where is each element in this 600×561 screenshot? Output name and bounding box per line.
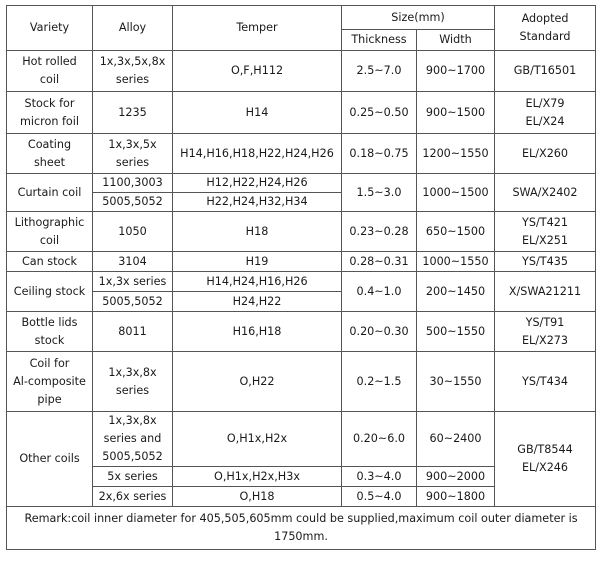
alloy-cell: 1100,3003 — [93, 174, 173, 193]
standard-cell-line: EL/X251 — [521, 233, 569, 247]
temper-cell: O,H1x,H2x — [173, 412, 342, 467]
standard-cell-line: GB/T16501 — [513, 64, 577, 77]
width-cell: 500~1550 — [417, 312, 495, 352]
standard-cell — [495, 92, 596, 134]
header-standard-line1: Adopted — [521, 12, 569, 25]
variety-cell-line: coil — [39, 233, 60, 247]
table-row — [7, 412, 596, 467]
variety-cell-line: Bottle lids — [21, 315, 78, 329]
table-row — [7, 252, 596, 272]
variety-cell — [7, 92, 93, 134]
temper-cell: H22,H24,H32,H34 — [173, 193, 342, 212]
table-row — [7, 212, 596, 252]
alloy-cell-line: 3104 — [118, 254, 147, 268]
spec-table-container — [6, 5, 596, 550]
standard-cell — [495, 174, 596, 212]
variety-cell — [7, 51, 93, 92]
variety-cell-line: coil — [39, 73, 60, 86]
alloy-cell-line: 1x,3x,8x — [108, 414, 157, 427]
standard-cell-line: GB/T8544 — [517, 443, 573, 456]
thickness-cell: 0.5~4.0 — [342, 487, 417, 507]
variety-cell-line: pipe — [37, 392, 62, 406]
table-row — [7, 92, 596, 134]
variety-cell — [7, 352, 93, 412]
table-row — [7, 174, 596, 193]
aluminum-coil-spec-table — [6, 5, 596, 550]
standard-cell-line: YS/T91 — [525, 315, 565, 329]
alloy-cell-line: 1235 — [118, 105, 147, 119]
variety-cell — [7, 252, 93, 272]
standard-cell-line: EL/X273 — [521, 333, 569, 347]
table-row — [7, 352, 596, 412]
temper-cell: O,H18 — [173, 487, 342, 507]
width-cell: 900~1800 — [417, 487, 495, 507]
variety-cell — [7, 272, 93, 312]
variety-cell-line: Curtain coil — [17, 185, 82, 199]
alloy-cell-line: series — [115, 73, 150, 86]
thickness-cell: 0.25~0.50 — [342, 92, 417, 134]
variety-cell — [7, 312, 93, 352]
variety-cell-line: Stock for — [24, 96, 75, 110]
temper-cell: H16,H18 — [173, 312, 342, 352]
alloy-cell — [93, 252, 173, 272]
alloy-cell-line: series — [115, 383, 150, 397]
table-row — [7, 272, 596, 292]
standard-cell — [495, 272, 596, 312]
standard-cell-line: EL/X260 — [521, 146, 569, 160]
standard-cell-line: SWA/X2402 — [512, 185, 578, 199]
header-variety: Variety — [7, 6, 93, 51]
header-width: Width — [417, 30, 495, 51]
standard-cell — [495, 51, 596, 92]
alloy-cell-line: 5x series — [107, 469, 158, 483]
alloy-cell-line: 1x,3x,5x,8x — [99, 55, 166, 68]
alloy-cell — [93, 134, 173, 174]
alloy-cell — [93, 212, 173, 252]
header-adopted-standard — [495, 6, 596, 51]
alloy-cell-line: series and — [103, 432, 162, 445]
standard-cell — [495, 412, 596, 507]
temper-cell: O,F,H112 — [173, 51, 342, 92]
temper-cell: H14,H16,H18,H22,H24,H26 — [173, 134, 342, 174]
standard-cell-line: EL/X24 — [525, 114, 565, 128]
width-cell: 1000~1500 — [417, 174, 495, 212]
standard-cell-line: EL/X246 — [521, 461, 569, 474]
alloy-cell — [93, 467, 173, 487]
header-alloy: Alloy — [93, 6, 173, 51]
temper-cell: H14 — [173, 92, 342, 134]
variety-cell-line: Can stock — [21, 254, 77, 268]
temper-cell: O,H22 — [173, 352, 342, 412]
thickness-cell: 0.23~0.28 — [342, 212, 417, 252]
thickness-cell: 0.3~4.0 — [342, 467, 417, 487]
width-cell: 900~1500 — [417, 92, 495, 134]
header-standard-line2: Standard — [519, 30, 571, 43]
standard-cell — [495, 352, 596, 412]
temper-cell: H19 — [173, 252, 342, 272]
thickness-cell: 0.4~1.0 — [342, 272, 417, 312]
variety-cell-line: Ceiling stock — [13, 284, 86, 298]
variety-cell — [7, 134, 93, 174]
header-size: Size(mm) — [342, 6, 495, 30]
alloy-cell: 5005,5052 — [93, 292, 173, 312]
alloy-cell-line: series — [115, 155, 150, 169]
width-cell: 30~1550 — [417, 352, 495, 412]
variety-cell: Other coils — [7, 412, 93, 507]
header-thickness: Thickness — [342, 30, 417, 51]
alloy-cell — [93, 92, 173, 134]
thickness-cell: 0.2~1.5 — [342, 352, 417, 412]
variety-cell-line: micron foil — [19, 114, 79, 128]
alloy-cell — [93, 312, 173, 352]
thickness-cell: 0.18~0.75 — [342, 134, 417, 174]
table-row — [7, 507, 596, 550]
temper-cell: H12,H22,H24,H26 — [173, 174, 342, 193]
standard-cell — [495, 212, 596, 252]
alloy-cell — [93, 487, 173, 507]
temper-cell: H18 — [173, 212, 342, 252]
table-row — [7, 312, 596, 352]
alloy-cell-line: 1x,3x,8x — [108, 365, 157, 379]
standard-cell-line: X/SWA21211 — [508, 284, 582, 298]
width-cell: 1000~1550 — [417, 252, 495, 272]
alloy-cell — [93, 412, 173, 467]
width-cell: 1200~1550 — [417, 134, 495, 174]
width-cell: 900~2000 — [417, 467, 495, 487]
standard-cell — [495, 252, 596, 272]
standard-cell-line: YS/T435 — [522, 254, 568, 268]
header-row — [7, 6, 596, 30]
width-cell: 900~1700 — [417, 51, 495, 92]
variety-cell-line: sheet — [33, 155, 66, 169]
width-cell: 60~2400 — [417, 412, 495, 467]
standard-cell-line: YS/T434 — [522, 374, 568, 388]
standard-cell-line: YS/T421 — [522, 215, 568, 229]
variety-cell — [7, 174, 93, 212]
temper-cell: O,H1x,H2x,H3x — [173, 467, 342, 487]
variety-cell-line: Hot rolled — [22, 55, 77, 68]
alloy-cell-line: 1050 — [118, 224, 147, 238]
variety-cell-line: Lithographic — [14, 215, 85, 229]
alloy-cell-line: 8011 — [118, 324, 147, 338]
table-row — [7, 134, 596, 174]
temper-cell: H14,H24,H16,H26 — [173, 272, 342, 292]
standard-cell — [495, 312, 596, 352]
width-cell: 200~1450 — [417, 272, 495, 312]
thickness-cell: 0.20~0.30 — [342, 312, 417, 352]
header-temper: Temper — [173, 6, 342, 51]
alloy-cell-line: 2x,6x series — [98, 489, 167, 503]
alloy-cell-line: 5005,5052 — [102, 450, 163, 463]
variety-cell — [7, 212, 93, 252]
table-row — [7, 51, 596, 92]
alloy-cell: 5005,5052 — [93, 193, 173, 212]
standard-cell-line: EL/X79 — [525, 96, 565, 110]
variety-cell-line: Coil for — [29, 356, 70, 370]
thickness-cell: 1.5~3.0 — [342, 174, 417, 212]
thickness-cell: 0.20~6.0 — [342, 412, 417, 467]
variety-cell-line: Al-composite — [13, 374, 86, 388]
thickness-cell: 0.28~0.31 — [342, 252, 417, 272]
variety-cell-line: stock — [34, 333, 65, 347]
width-cell: 650~1500 — [417, 212, 495, 252]
temper-cell: H24,H22 — [173, 292, 342, 312]
remark-cell: Remark:coil inner diameter for 405,505,605mm could be supplied,maximum coil outer diameter is 1750mm. — [7, 507, 596, 550]
variety-cell-line: Coating — [27, 137, 72, 151]
alloy-cell: 1x,3x series — [93, 272, 173, 292]
alloy-cell — [93, 51, 173, 92]
alloy-cell-line: 1x,3x,5x — [108, 137, 157, 151]
thickness-cell: 2.5~7.0 — [342, 51, 417, 92]
alloy-cell — [93, 352, 173, 412]
standard-cell — [495, 134, 596, 174]
